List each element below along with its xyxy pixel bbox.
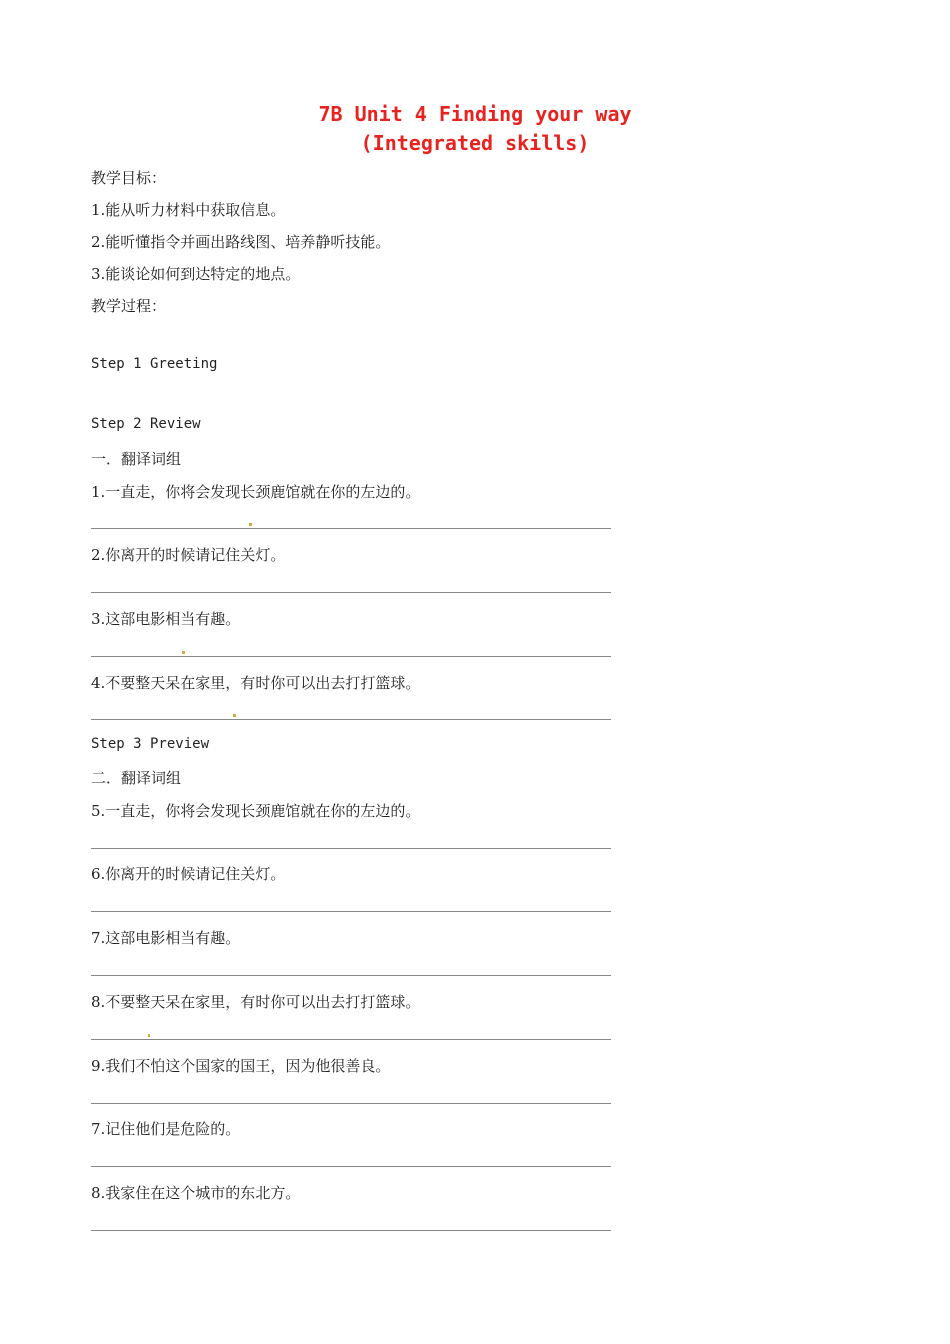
objectives-heading: 教学目标： (91, 169, 167, 187)
objective-item: 1.能从听力材料中获取信息。 (91, 201, 286, 219)
objective-item: 3.能谈论如何到达特定的地点。 (91, 265, 301, 283)
answer-line (91, 592, 611, 593)
ink-dot (233, 714, 236, 717)
answer-line (91, 719, 611, 720)
question-item: 8.不要整天呆在家里，有时你可以出去打打篮球。 (91, 993, 421, 1011)
question-item: 9.我们不怕这个国家的国王，因为他很善良。 (91, 1057, 391, 1075)
answer-line (91, 1230, 611, 1231)
answer-line (91, 528, 611, 529)
answer-line (91, 656, 611, 657)
title-line-1: 7B Unit 4 Finding your way (318, 102, 632, 126)
title-line-2: (Integrated skills) (360, 131, 590, 155)
question-item: 1.一直走，你将会发现长颈鹿馆就在你的左边的。 (91, 483, 421, 501)
question-item: 8.我家住在这个城市的东北方。 (91, 1184, 301, 1202)
section-heading-preview: 二．翻译词组 (91, 769, 182, 787)
question-item: 7.这部电影相当有趣。 (91, 929, 241, 947)
answer-line (91, 1166, 611, 1167)
answer-line (91, 1039, 611, 1040)
answer-line (91, 1103, 611, 1104)
ink-dot (148, 1034, 150, 1037)
step-1-label: Step 1 Greeting (91, 356, 218, 372)
step-3-label: Step 3 Preview (91, 736, 210, 752)
answer-line (91, 911, 611, 912)
answer-line (91, 975, 611, 976)
step-2-label: Step 2 Review (91, 416, 201, 432)
section-heading-review: 一．翻译词组 (91, 450, 182, 468)
objective-item: 2.能听懂指令并画出路线图、培养静听技能。 (91, 233, 391, 251)
ink-dot (182, 651, 185, 654)
question-item: 4.不要整天呆在家里，有时你可以出去打打篮球。 (91, 674, 421, 692)
ink-dot (249, 523, 252, 526)
process-heading: 教学过程： (91, 297, 167, 315)
answer-line (91, 848, 611, 849)
question-item: 3.这部电影相当有趣。 (91, 610, 241, 628)
question-item: 2.你离开的时候请记住关灯。 (91, 546, 286, 564)
question-item: 7.记住他们是危险的。 (91, 1120, 241, 1138)
question-item: 6.你离开的时候请记住关灯。 (91, 865, 286, 883)
question-item: 5.一直走，你将会发现长颈鹿馆就在你的左边的。 (91, 802, 421, 820)
